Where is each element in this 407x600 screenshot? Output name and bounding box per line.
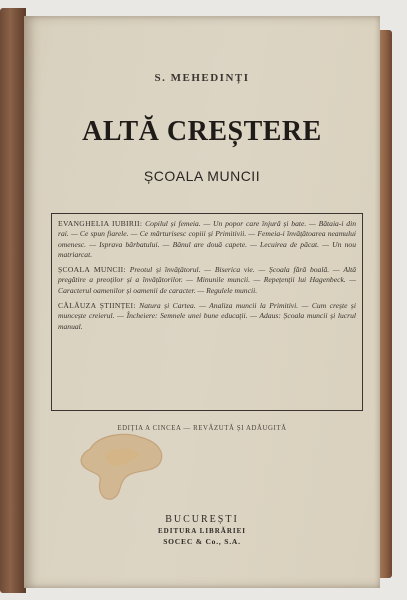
imprint-publisher: EDITURA LIBRĂRIEI xyxy=(158,527,246,535)
contents-section xyxy=(58,219,356,260)
book-title: ALTĂ CREȘTERE xyxy=(82,116,322,147)
section-text: Preotul și învățătorul. — Biserica vie. — Școala fără boală. — Altă pregătire a preoților și a învățătorilor. — Minunile muncii. — Repețenții lui Hagenbeck. — Caracterul oamenilor și oamenii de caracter. — Regulele muncii. xyxy=(58,265,356,295)
edition-note: EDIȚIA A CINCEA — REVĂZUTĂ ȘI ADĂUGITĂ xyxy=(117,425,287,432)
book-cover-right-edge xyxy=(378,30,392,578)
title-page xyxy=(24,16,380,588)
imprint-company: SOCEC & Co., S.A. xyxy=(163,537,241,546)
section-text: Natura și Cartea. — Analiza muncii la Primitivi. — Cum crește și muncește creierul. — Încheiere: Semnele unei bune educații. — Adaus: Școala muncii și lucrul manual. xyxy=(58,301,356,331)
section-text: Copilul și femeia. — Un popor care înjură și bate. — Bătaia-i din rai. — Ce spun fiarele. — Ce mărturisesc copiii și Primitivii. — Femeia-i învățătoarea neamului omenesc. — Isprava bărbatului. — Bănul are două capete. — Lecuirea de păcat. — Un nou matriarcat. xyxy=(58,219,356,259)
section-heading: CĂLĂUZA ȘTIINȚEI: xyxy=(58,301,136,311)
imprint-city: BUCUREȘTI xyxy=(165,514,239,525)
contents-box xyxy=(51,213,363,411)
book-subtitle: ȘCOALA MUNCII xyxy=(143,168,261,184)
section-heading: ȘCOALA MUNCII: xyxy=(58,265,126,275)
contents-section xyxy=(58,265,356,296)
water-stain xyxy=(76,429,168,501)
book-cover-left-edge xyxy=(0,8,26,593)
contents-section xyxy=(58,301,356,332)
section-heading: EVANGHELIA IUBIRII: xyxy=(58,219,143,228)
author-name: S. MEHEDINȚI xyxy=(154,72,250,84)
